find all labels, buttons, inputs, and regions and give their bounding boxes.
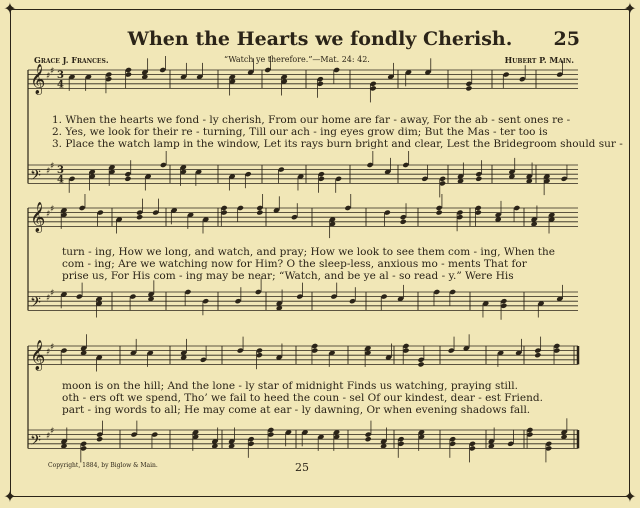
corner-ornament-icon: ✦ [3, 487, 17, 506]
corner-ornament-icon: ✦ [3, 0, 17, 18]
verse-line: 1. When the hearts we fond - ly cherish, From our home are far - away, For the ab - sent ones re - [52, 114, 571, 126]
sharp-icon: ♯ [46, 166, 51, 177]
note-head [465, 85, 472, 91]
corner-ornament-icon: ✦ [623, 487, 637, 506]
corner-ornament-icon: ✦ [623, 0, 637, 18]
time-signature: 3 [57, 165, 64, 177]
hymn-title: When the Hearts we fondly Cherish. [127, 28, 513, 50]
author: Grace J. Frances. [34, 55, 109, 65]
sharp-icon: ♯ [50, 66, 55, 77]
page-number: 25 [295, 461, 309, 474]
note-head [400, 219, 407, 225]
note-head [365, 436, 372, 442]
sharp-icon: ♯ [50, 426, 55, 437]
note-head [96, 436, 103, 442]
note-head [256, 210, 263, 216]
sharp-icon: ♯ [50, 161, 55, 172]
copyright-notice: Copyright, 1884, by Biglow & Main. [48, 462, 158, 469]
hymn-number: 25 [553, 28, 580, 50]
note-head [124, 176, 131, 182]
sharp-icon: ♯ [46, 293, 51, 304]
time-signature: 4 [57, 174, 64, 186]
note-head [436, 210, 443, 216]
note-head [418, 361, 425, 367]
bass-clef-icon: 𝄢 [30, 294, 41, 315]
verse-line: moon is on the hill; And the lone - ly star of midnight Finds us watching, praying still. [62, 380, 518, 392]
sharp-icon: ♯ [50, 288, 55, 299]
sharp-icon: ♯ [46, 71, 51, 82]
note-head [475, 176, 482, 182]
treble-clef-icon: 𝄞 [30, 202, 46, 233]
verse-line: prise us, For His com - ing may be near; “Watch, and be ye al - so read - y.” Were His [62, 270, 514, 282]
composer: Hubert P. Main. [504, 55, 574, 65]
sharp-icon: ♯ [46, 347, 51, 358]
verse-line: part - ing words to all; He may come at ear - ly dawning, Or when evening shadows fall. [62, 404, 531, 416]
verse-line: oth - ers oft we spend, Tho’ we fail to heed the coun - sel Of our kindest, dear - est Friend. [62, 392, 543, 404]
note-head [534, 352, 541, 358]
time-signature: 4 [57, 79, 64, 91]
treble-clef-icon: 𝄞 [30, 64, 46, 95]
sharp-icon: ♯ [46, 209, 51, 220]
sharp-icon: ♯ [50, 204, 55, 215]
sharp-icon: ♯ [46, 431, 51, 442]
verse-line: turn - ing, How we long, and watch, and pray; How we look to see them com - ing, When the [62, 246, 555, 258]
bass-clef-icon: 𝄢 [30, 167, 41, 188]
note-head [136, 214, 143, 220]
verse-line: 2. Yes, we look for their re - turning, Till our ach - ing eyes grow dim; But the Mas - ter too is [52, 126, 548, 138]
treble-clef-icon: 𝄞 [30, 340, 46, 371]
bass-clef-icon: 𝄢 [30, 432, 41, 453]
verse-line: com - ing; Are we watching now for Him? O the sleep-less, anxious mo - ments That for [62, 258, 527, 270]
verse-line: 3. Place the watch lamp in the window, Let its rays burn bright and clear, Lest the Bridegroom should sur - [52, 138, 623, 150]
time-signature: 3 [57, 70, 64, 82]
sharp-icon: ♯ [50, 342, 55, 353]
scripture-reference: “Watch ye therefore.”—Mat. 24: 42. [224, 55, 370, 64]
